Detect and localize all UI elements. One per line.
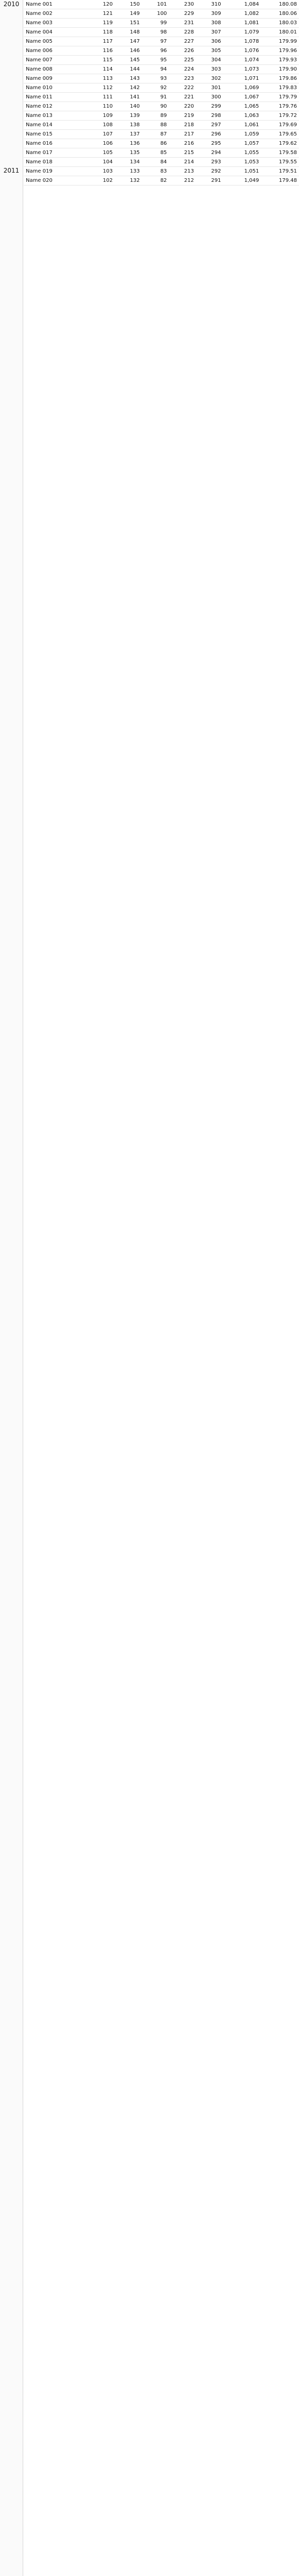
cell-sum: 1,073 (223, 65, 261, 74)
cell-c5: 303 (196, 65, 223, 74)
table-row (24, 167, 299, 176)
cell-score: 180.06 (261, 9, 299, 19)
cell-c5: 296 (196, 130, 223, 139)
cell-c2: 138 (115, 121, 142, 130)
cell-c5: 301 (196, 83, 223, 93)
cell-sum: 1,079 (223, 28, 261, 37)
cell-sum: 1,059 (223, 130, 261, 139)
cell-c1: 110 (88, 102, 115, 111)
cell-c3: 94 (142, 65, 169, 74)
table-row (24, 93, 299, 102)
cell-c3: 91 (142, 93, 169, 102)
cell-c1: 116 (88, 46, 115, 56)
cell-c4: 229 (169, 9, 196, 19)
cell-c1: 111 (88, 93, 115, 102)
table-row (24, 102, 299, 111)
cell-c1: 102 (88, 176, 115, 185)
table-row (24, 130, 299, 139)
cell-sum: 1,078 (223, 37, 261, 46)
cell-c4: 231 (169, 19, 196, 28)
cell-sum: 1,074 (223, 56, 261, 65)
cell-sum: 1,071 (223, 74, 261, 83)
cell-c3: 95 (142, 56, 169, 65)
cell-c1: 114 (88, 65, 115, 74)
cell-c2: 142 (115, 83, 142, 93)
table-row (24, 139, 299, 148)
cell-c4: 222 (169, 83, 196, 93)
cell-c4: 220 (169, 102, 196, 111)
cell-c3: 93 (142, 74, 169, 83)
cell-name: Name 014 (24, 121, 88, 130)
cell-c2: 149 (115, 9, 142, 19)
cell-name: Name 013 (24, 111, 88, 121)
cell-c5: 309 (196, 9, 223, 19)
cell-c5: 307 (196, 28, 223, 37)
cell-c2: 139 (115, 111, 142, 121)
cell-c1: 103 (88, 167, 115, 176)
table-row (24, 74, 299, 83)
cell-c1: 117 (88, 37, 115, 46)
cell-c1: 118 (88, 28, 115, 37)
cell-c2: 150 (115, 0, 142, 9)
cell-c3: 96 (142, 46, 169, 56)
cell-name: Name 001 (24, 0, 88, 9)
cell-name: Name 003 (24, 19, 88, 28)
table-row (24, 0, 299, 9)
cell-c2: 143 (115, 74, 142, 83)
cell-c5: 306 (196, 37, 223, 46)
cell-c1: 107 (88, 130, 115, 139)
cell-c5: 291 (196, 176, 223, 185)
cell-sum: 1,065 (223, 102, 261, 111)
cell-c5: 297 (196, 121, 223, 130)
cell-c1: 113 (88, 74, 115, 83)
cell-sum: 1,063 (223, 111, 261, 121)
cell-score: 179.51 (261, 167, 299, 176)
cell-name: Name 019 (24, 167, 88, 176)
cell-name: Name 017 (24, 148, 88, 158)
cell-score: 179.79 (261, 93, 299, 102)
cell-c5: 293 (196, 158, 223, 167)
cell-sum: 1,057 (223, 139, 261, 148)
cell-c2: 135 (115, 148, 142, 158)
results-table-body (24, 0, 299, 185)
cell-c1: 108 (88, 121, 115, 130)
cell-c3: 90 (142, 102, 169, 111)
cell-c4: 221 (169, 93, 196, 102)
cell-c1: 106 (88, 139, 115, 148)
cell-score: 179.72 (261, 111, 299, 121)
cell-c2: 136 (115, 139, 142, 148)
table-row (24, 46, 299, 56)
cell-score: 179.96 (261, 46, 299, 56)
cell-sum: 1,051 (223, 167, 261, 176)
cell-c4: 226 (169, 46, 196, 56)
cell-c1: 104 (88, 158, 115, 167)
cell-c5: 294 (196, 148, 223, 158)
cell-c4: 216 (169, 139, 196, 148)
cell-c2: 141 (115, 93, 142, 102)
cell-name: Name 016 (24, 139, 88, 148)
cell-c1: 109 (88, 111, 115, 121)
cell-c3: 89 (142, 111, 169, 121)
cell-c3: 83 (142, 167, 169, 176)
cell-c3: 101 (142, 0, 169, 9)
cell-score: 180.03 (261, 19, 299, 28)
cell-score: 179.69 (261, 121, 299, 130)
cell-c5: 300 (196, 93, 223, 102)
table-row (24, 37, 299, 46)
cell-c1: 121 (88, 9, 115, 19)
cell-c4: 224 (169, 65, 196, 74)
cell-c1: 115 (88, 56, 115, 65)
table-row (24, 158, 299, 167)
cell-c5: 308 (196, 19, 223, 28)
cell-c4: 217 (169, 130, 196, 139)
cell-c3: 86 (142, 139, 169, 148)
table-row (24, 65, 299, 74)
cell-c4: 219 (169, 111, 196, 121)
cell-c3: 99 (142, 19, 169, 28)
cell-score: 179.65 (261, 130, 299, 139)
table-row (24, 121, 299, 130)
cell-c1: 119 (88, 19, 115, 28)
cell-c1: 120 (88, 0, 115, 9)
cell-sum: 1,069 (223, 83, 261, 93)
cell-c3: 100 (142, 9, 169, 19)
cell-c3: 97 (142, 37, 169, 46)
table-row (24, 56, 299, 65)
cell-name: Name 005 (24, 37, 88, 46)
cell-sum: 1,055 (223, 148, 261, 158)
cell-c2: 147 (115, 37, 142, 46)
table-row (24, 9, 299, 19)
cell-sum: 1,053 (223, 158, 261, 167)
cell-name: Name 006 (24, 46, 88, 56)
cell-c4: 213 (169, 167, 196, 176)
cell-c3: 98 (142, 28, 169, 37)
cell-score: 179.62 (261, 139, 299, 148)
table-row (24, 28, 299, 37)
cell-name: Name 004 (24, 28, 88, 37)
cell-name: Name 012 (24, 102, 88, 111)
results-table (24, 0, 299, 185)
cell-c4: 223 (169, 74, 196, 83)
cell-c5: 310 (196, 0, 223, 9)
cell-c4: 214 (169, 158, 196, 167)
cell-score: 179.83 (261, 83, 299, 93)
cell-c2: 140 (115, 102, 142, 111)
cell-score: 179.90 (261, 65, 299, 74)
rank-rail (0, 0, 23, 2576)
table-row (24, 83, 299, 93)
rank-label: 2011 (3, 167, 20, 174)
cell-sum: 1,049 (223, 176, 261, 185)
rank-label: 2010 (3, 1, 20, 8)
cell-c4: 230 (169, 0, 196, 9)
cell-sum: 1,082 (223, 9, 261, 19)
cell-name: Name 011 (24, 93, 88, 102)
table-row (24, 148, 299, 158)
cell-name: Name 010 (24, 83, 88, 93)
cell-c2: 151 (115, 19, 142, 28)
cell-sum: 1,067 (223, 93, 261, 102)
cell-sum: 1,061 (223, 121, 261, 130)
cell-name: Name 015 (24, 130, 88, 139)
cell-c1: 105 (88, 148, 115, 158)
cell-score: 179.58 (261, 148, 299, 158)
cell-c3: 92 (142, 83, 169, 93)
cell-c4: 227 (169, 37, 196, 46)
cell-c4: 225 (169, 56, 196, 65)
cell-c3: 85 (142, 148, 169, 158)
cell-score: 180.08 (261, 0, 299, 9)
cell-c5: 305 (196, 46, 223, 56)
cell-score: 179.55 (261, 158, 299, 167)
cell-sum: 1,076 (223, 46, 261, 56)
cell-c5: 302 (196, 74, 223, 83)
cell-c2: 145 (115, 56, 142, 65)
cell-name: Name 007 (24, 56, 88, 65)
cell-c5: 298 (196, 111, 223, 121)
cell-c2: 146 (115, 46, 142, 56)
cell-c2: 132 (115, 176, 142, 185)
cell-c3: 84 (142, 158, 169, 167)
cell-c3: 87 (142, 130, 169, 139)
table-row (24, 111, 299, 121)
cell-score: 179.99 (261, 37, 299, 46)
cell-name: Name 009 (24, 74, 88, 83)
cell-c5: 292 (196, 167, 223, 176)
cell-name: Name 008 (24, 65, 88, 74)
cell-score: 179.93 (261, 56, 299, 65)
cell-c2: 148 (115, 28, 142, 37)
cell-score: 179.86 (261, 74, 299, 83)
cell-sum: 1,084 (223, 0, 261, 9)
cell-name: Name 020 (24, 176, 88, 185)
cell-c4: 212 (169, 176, 196, 185)
cell-c2: 134 (115, 158, 142, 167)
cell-score: 180.01 (261, 28, 299, 37)
cell-c5: 295 (196, 139, 223, 148)
cell-c5: 304 (196, 56, 223, 65)
cell-c3: 88 (142, 121, 169, 130)
cell-name: Name 018 (24, 158, 88, 167)
cell-c4: 228 (169, 28, 196, 37)
cell-score: 179.48 (261, 176, 299, 185)
cell-c2: 137 (115, 130, 142, 139)
cell-c5: 299 (196, 102, 223, 111)
cell-c4: 215 (169, 148, 196, 158)
table-row (24, 19, 299, 28)
cell-c4: 218 (169, 121, 196, 130)
cell-c1: 112 (88, 83, 115, 93)
cell-c2: 144 (115, 65, 142, 74)
cell-sum: 1,081 (223, 19, 261, 28)
cell-c2: 133 (115, 167, 142, 176)
cell-score: 179.76 (261, 102, 299, 111)
table-row (24, 176, 299, 185)
cell-name: Name 002 (24, 9, 88, 19)
cell-c3: 82 (142, 176, 169, 185)
